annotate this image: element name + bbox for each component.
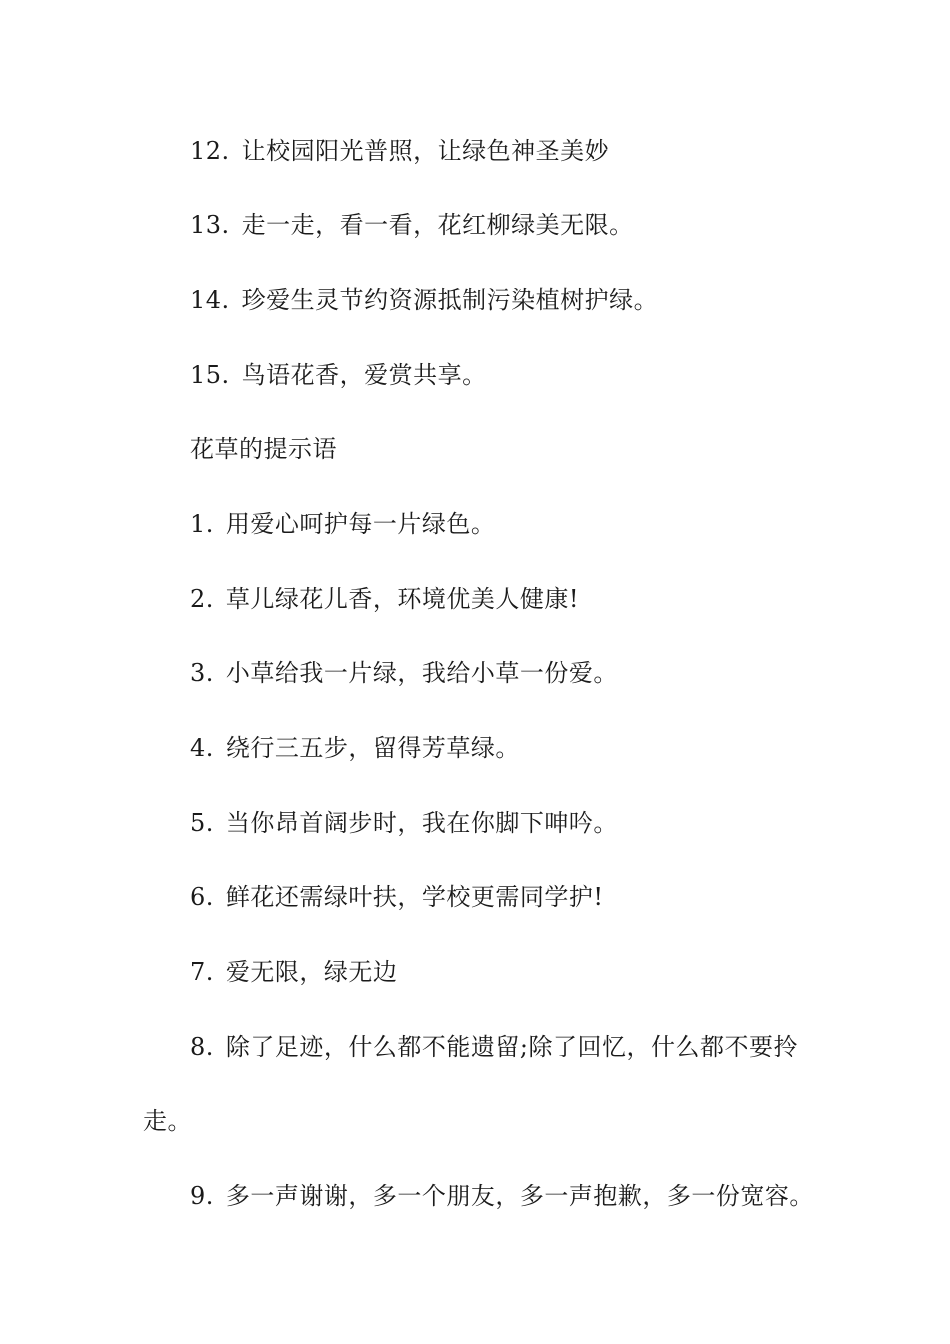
- item-text: 鲜花还需绿叶扶，学校更需同学护!: [225, 883, 604, 911]
- item-number: 14.: [190, 286, 230, 314]
- item-text: 小草给我一片绿，我给小草一份爱。: [225, 659, 618, 687]
- slogan-line-2: [190, 584, 579, 614]
- item-number: 1.: [190, 510, 214, 538]
- slogan-line-1: [190, 509, 495, 539]
- item-number: 6.: [190, 883, 214, 911]
- item-text: 草儿绿花儿香，环境优美人健康!: [225, 585, 580, 613]
- item-text: 鸟语花香，爱赏共享。: [241, 361, 487, 389]
- slogan-line-9: [190, 1181, 814, 1211]
- slogan-line-14: [190, 285, 658, 315]
- item-text: 爱无限，绿无边: [225, 958, 398, 986]
- item-text: 走一走，看一看，花红柳绿美无限。: [241, 211, 634, 239]
- item-text: 珍爱生灵节约资源抵制污染植树护绿。: [241, 286, 659, 314]
- slogan-line-3: [190, 658, 618, 688]
- slogan-line-7: [190, 957, 397, 987]
- item-text: 多一声谢谢，多一个朋友，多一声抱歉，多一份宽容。: [225, 1182, 814, 1210]
- item-number: 8.: [190, 1033, 214, 1061]
- item-text: 当你昂首阔步时，我在你脚下呻吟。: [225, 809, 618, 837]
- slogan-line-4: [190, 733, 520, 763]
- slogan-line-12: [190, 136, 609, 166]
- item-number: 2.: [190, 585, 214, 613]
- item-number: 15.: [190, 361, 230, 389]
- item-number: 7.: [190, 958, 214, 986]
- slogan-line-8: [190, 1032, 798, 1062]
- item-number: 13.: [190, 211, 230, 239]
- item-number: 5.: [190, 809, 214, 837]
- item-number: 4.: [190, 734, 214, 762]
- section-heading: [190, 434, 337, 464]
- item-text: 除了足迹，什么都不能遗留;除了回忆，什么都不要拎: [225, 1033, 798, 1061]
- item-text: 走。: [143, 1107, 192, 1135]
- section-title: 花草的提示语: [190, 435, 337, 463]
- item-text: 让校园阳光普照，让绿色神圣美妙: [241, 137, 610, 165]
- item-text: 绕行三五步，留得芳草绿。: [225, 734, 520, 762]
- slogan-line-8-continued: [143, 1106, 192, 1136]
- slogan-line-5: [190, 808, 618, 838]
- slogan-line-15: [190, 360, 487, 390]
- slogan-line-6: [190, 882, 604, 912]
- item-number: 12.: [190, 137, 230, 165]
- item-number: 3.: [190, 659, 214, 687]
- item-text: 用爱心呵护每一片绿色。: [225, 510, 496, 538]
- item-number: 9.: [190, 1182, 214, 1210]
- slogan-line-13: [190, 210, 634, 240]
